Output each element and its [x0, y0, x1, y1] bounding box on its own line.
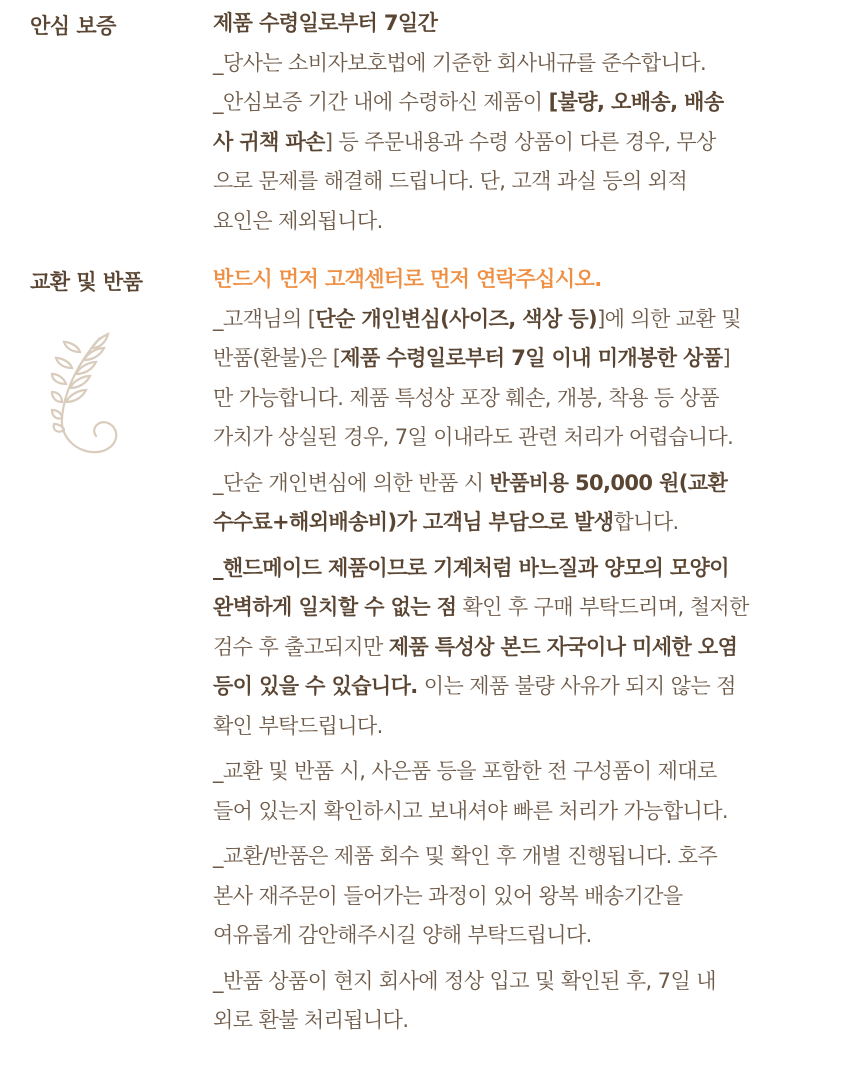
warranty-paragraph — [213, 123, 853, 163]
text: ] — [722, 346, 731, 370]
text: _단순 개인변심에 의한 반품 시 — [213, 470, 490, 495]
exchange-paragraph: 본사 재주문이 들어가는 과정이 있어 왕복 배송기간을 — [213, 883, 683, 908]
exchange-paragraph — [213, 464, 853, 504]
text: ]에 의한 교환 및 — [597, 306, 741, 331]
emphasis: 등이 있을 수 있습니다. — [213, 674, 418, 698]
warranty-heading: 제품 수령일로부터 7일간 — [213, 11, 438, 35]
exchange-paragraph — [213, 667, 853, 707]
exchange-paragraph: _반품 상품이 현지 회사에 정상 입고 및 확인된 후, 7일 내 — [213, 968, 716, 993]
emphasis: [불량, 오배송, 배송 — [548, 90, 724, 114]
text: 반품(환불)은 [ — [213, 346, 341, 370]
warranty-label: 안심 보증 — [30, 14, 116, 38]
exchange-paragraph: 들어 있는지 확인하시고 보내셔야 빠른 처리가 가능합니다. — [213, 798, 728, 823]
text: 검수 후 출고되지만 — [213, 634, 389, 659]
text: _안심보증 기간 내에 수령하신 제품이 — [213, 90, 549, 114]
exchange-paragraph: 확인 부탁드립니다. — [213, 713, 383, 738]
exchange-paragraph: _교환 및 반품 시, 사은품 등을 포함한 전 구성품이 제대로 — [213, 759, 717, 783]
exchange-paragraph: _교환/반품은 제품 회수 및 확인 후 개별 진행됩니다. 호주 — [213, 844, 718, 868]
exchange-paragraph — [213, 588, 853, 628]
emphasis: 완벽하게 일치할 수 없는 점 — [213, 595, 457, 619]
exchange-paragraph: 가치가 상실된 경우, 7일 이내라도 관련 처리가 어렵습니다. — [213, 425, 734, 449]
warranty-content — [213, 4, 853, 241]
exchange-paragraph — [213, 300, 853, 340]
warranty-paragraph: 으로 문제를 해결해 드립니다. 단, 고객 과실 등의 외적 — [213, 169, 688, 193]
exchange-paragraph: 외로 환불 처리됩니다. — [213, 1008, 409, 1032]
leaf-branch-icon — [50, 330, 142, 465]
exchange-paragraph — [213, 339, 853, 379]
warranty-paragraph: _당사는 소비자보호법에 기준한 회사내규를 준수합니다. — [213, 50, 707, 75]
emphasis: 제품 특성상 본드 자국이나 미세한 오염 — [388, 634, 738, 659]
warranty-paragraph: 요인은 제외됩니다. — [213, 208, 383, 233]
exchange-heading: 반드시 먼저 고객센터로 먼저 연락주십시오. — [213, 267, 602, 291]
warranty-paragraph — [213, 83, 853, 123]
text: 합니다. — [613, 510, 679, 534]
emphasis: 제품 수령일로부터 7일 이내 미개봉한 상품 — [340, 346, 723, 370]
exchange-paragraph — [213, 503, 853, 543]
emphasis: 사 귀책 파손 — [213, 129, 325, 154]
text: 확인 후 구매 부탁드리며, 철저한 — [456, 595, 749, 619]
exchange-label: 교환 및 반품 — [30, 270, 143, 294]
text: _고객님의 [ — [213, 306, 316, 331]
exchange-paragraph: 만 가능합니다. 제품 특성상 포장 훼손, 개봉, 착용 등 상품 — [213, 385, 719, 410]
exchange-content — [213, 260, 853, 1041]
text: ] 등 주문내용과 수령 상품이 다른 경우, 무상 — [324, 129, 716, 154]
emphasis: 단순 개인변심(사이즈, 색상 등) — [315, 306, 598, 331]
emphasis: 수수료+해외배송비)가 고객님 부담으로 발생 — [213, 510, 614, 534]
exchange-paragraph: _핸드메이드 제품이므로 기계처럼 바느질과 양모의 모양이 — [213, 555, 729, 580]
text: 이는 제품 불량 사유가 되지 않는 점 — [417, 674, 736, 698]
emphasis: 반품비용 50,000 원(교환 — [489, 470, 728, 495]
exchange-paragraph — [213, 628, 853, 668]
exchange-paragraph: 여유롭게 감안해주시길 양해 부탁드립니다. — [213, 923, 592, 947]
